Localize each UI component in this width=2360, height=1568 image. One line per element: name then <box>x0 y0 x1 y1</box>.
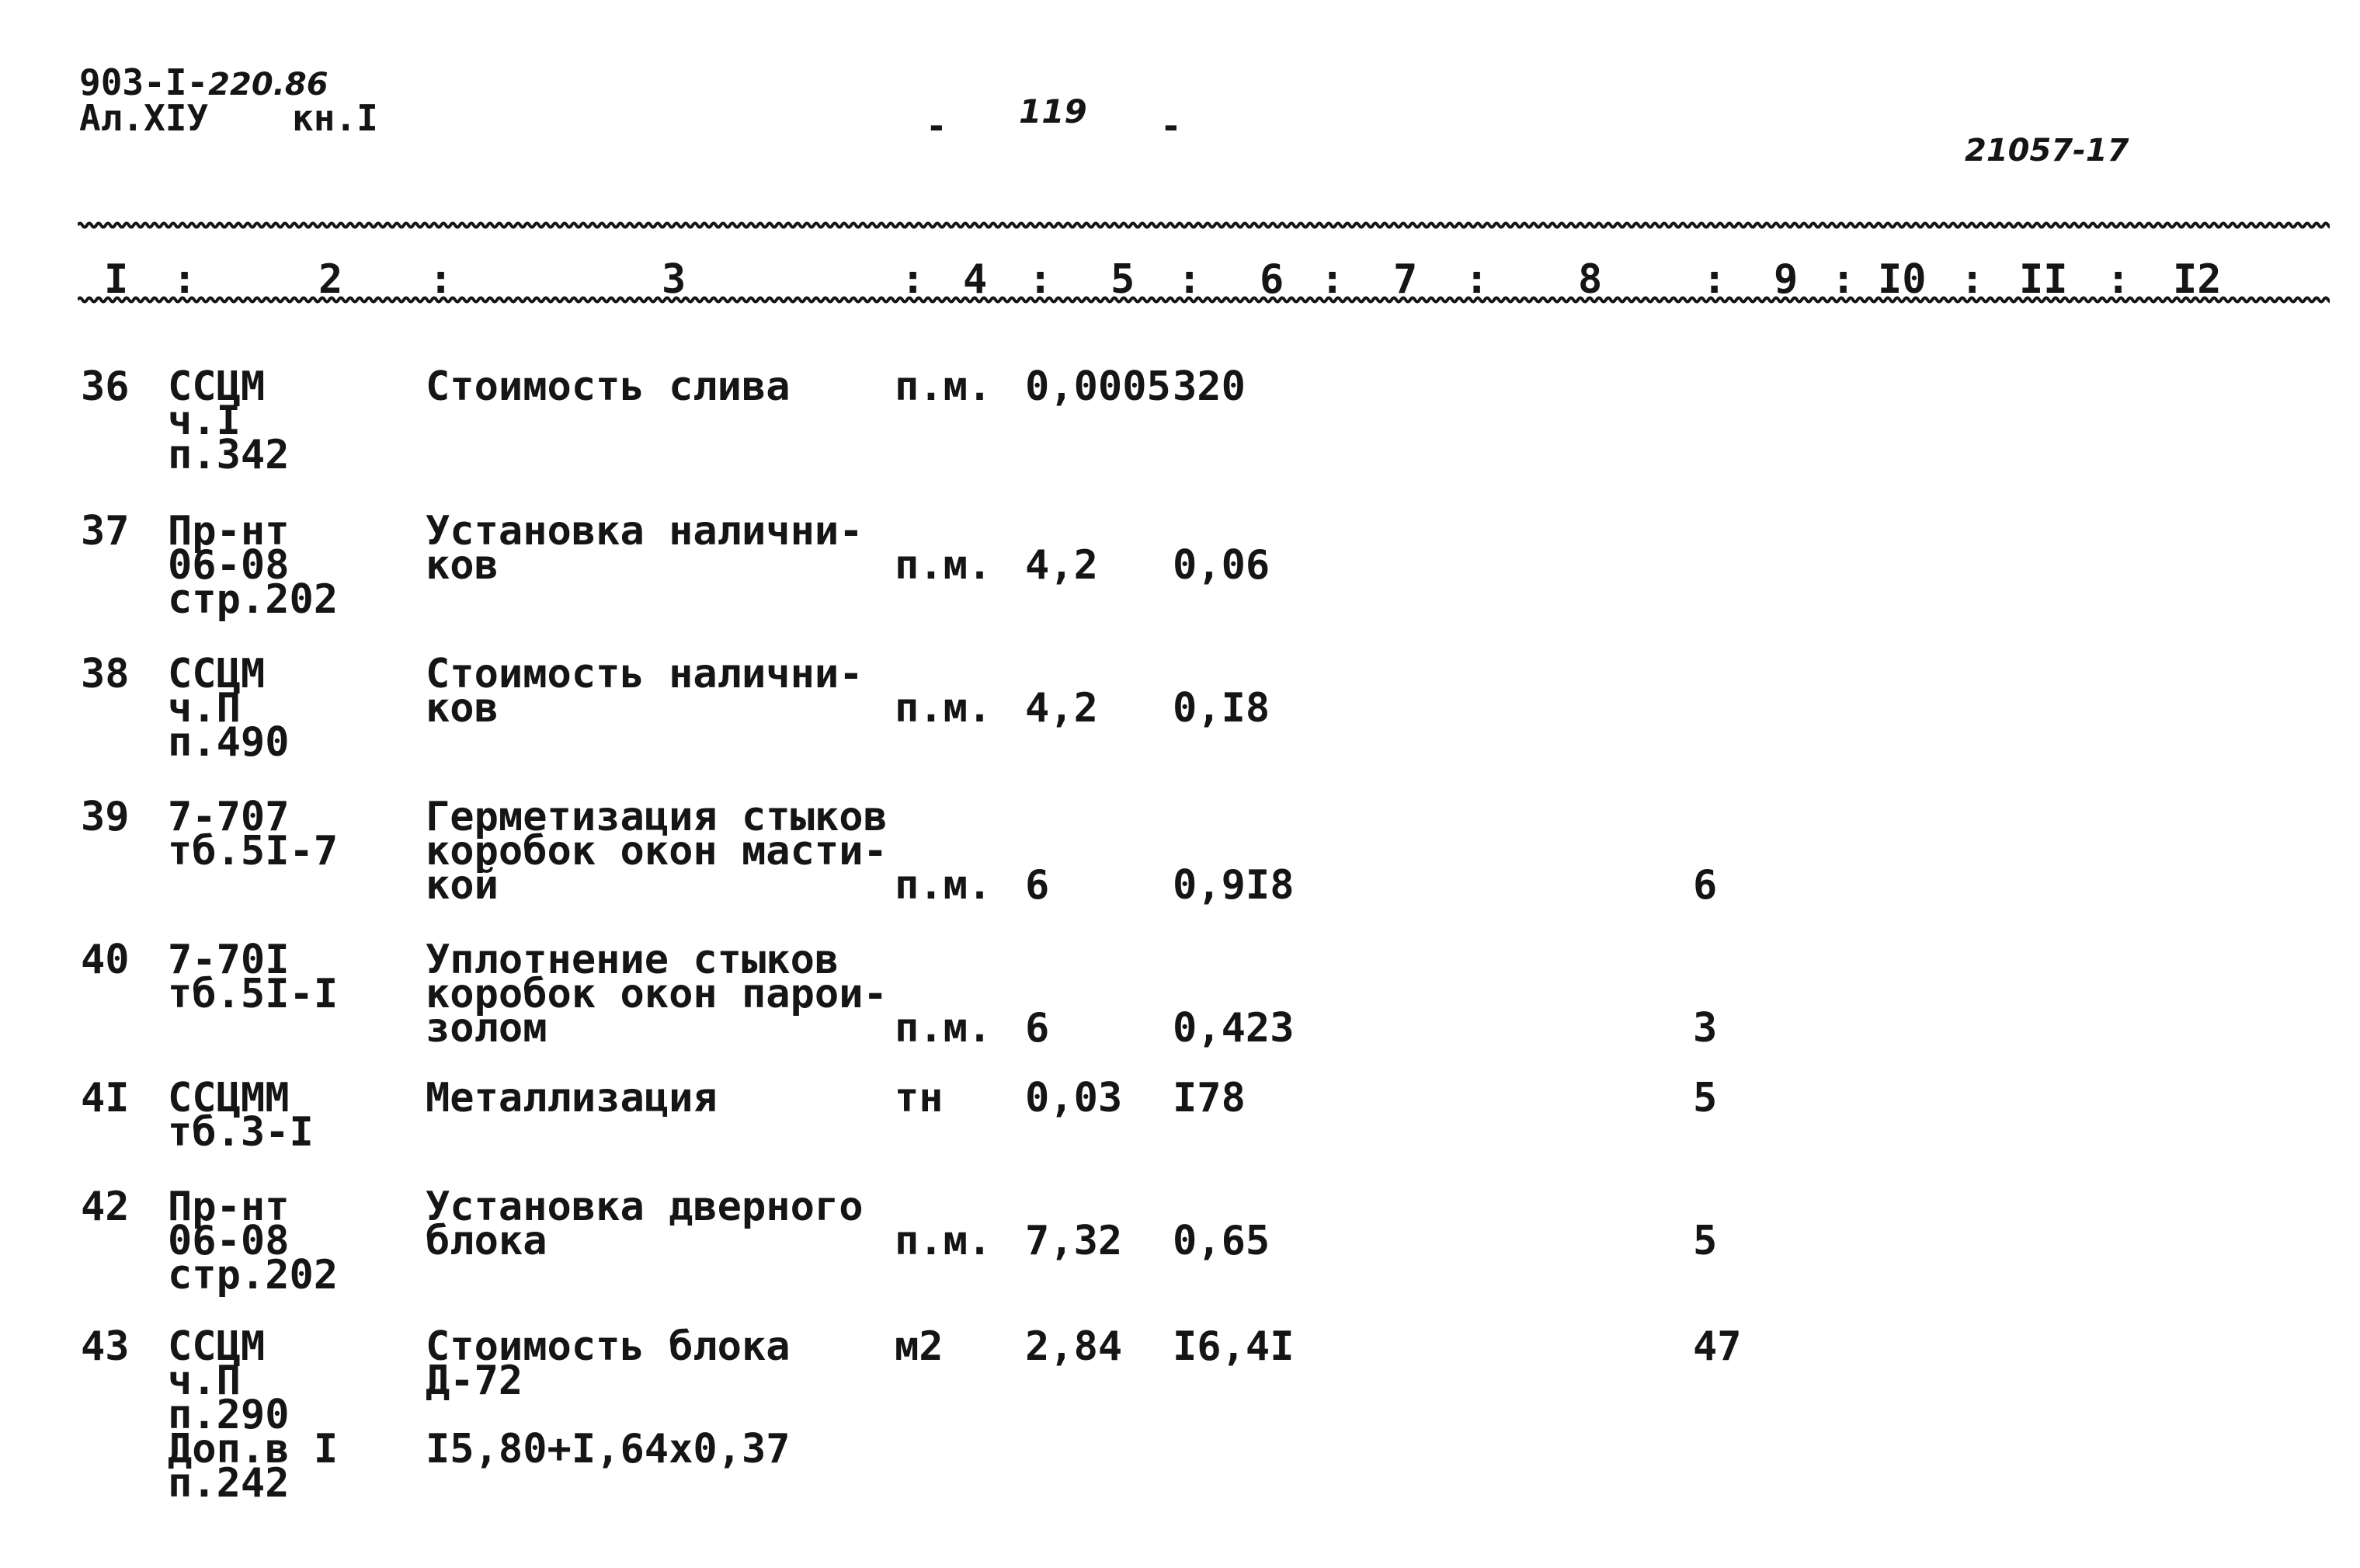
column-number-4: 4 <box>963 256 988 303</box>
column-number-5: 5 <box>1110 256 1135 303</box>
row-number: 40 <box>81 937 130 983</box>
column-number-3: 3 <box>662 256 686 303</box>
row-unit: п.м. <box>895 1218 992 1264</box>
row-column-6: 0,65 <box>1173 1218 1270 1264</box>
row-work-name: Металлизация <box>426 1075 718 1121</box>
column-separator-1: : <box>172 256 197 303</box>
row-number: 37 <box>81 508 130 555</box>
row-quantity: 4,2 <box>1025 685 1098 732</box>
row-unit: п.м. <box>895 685 992 732</box>
column-rule <box>78 294 2330 306</box>
row-column-6: 0,9I8 <box>1173 862 1295 909</box>
column-number-9: 9 <box>1774 256 1799 303</box>
column-separator-9: : <box>1831 256 1856 303</box>
document-code-printed: 903-I- <box>79 61 209 103</box>
column-number-8: 8 <box>1578 256 1603 303</box>
row-work-name: Уплотнение стыков коробок окон парои- золом <box>426 937 888 1052</box>
page-dash-left: - <box>926 105 947 147</box>
page-dash-right: - <box>1160 105 1182 147</box>
column-number-1: I <box>104 256 129 303</box>
row-column-6: I6,4I <box>1173 1323 1295 1370</box>
album-label: Ал.XIУ <box>79 97 209 139</box>
column-number-11: II <box>2019 256 2068 303</box>
row-column-6: 0,I8 <box>1173 685 1270 732</box>
row-unit: м2 <box>895 1323 944 1370</box>
column-number-10: I0 <box>1878 256 1927 303</box>
row-unit: п.м. <box>895 542 992 589</box>
row-quantity: 2,84 <box>1025 1323 1123 1370</box>
row-price-formula: I5,80+I,64х0,37 <box>426 1426 791 1472</box>
row-number: 39 <box>81 794 130 840</box>
column-separator-11: : <box>2106 256 2131 303</box>
row-reference-code: ССЦММ тб.3-I <box>168 1075 314 1156</box>
column-separator-7: : <box>1465 256 1489 303</box>
row-unit: п.м. <box>895 862 992 909</box>
row-reference-code: 7-707 тб.5I-7 <box>168 794 339 874</box>
row-unit: тн <box>895 1075 944 1121</box>
row-work-name: Стоимость блока Д-72 <box>426 1323 791 1404</box>
row-number: 36 <box>81 363 130 410</box>
row-quantity: 6 <box>1025 862 1050 909</box>
column-separator-10: : <box>1960 256 1985 303</box>
column-separator-3: : <box>901 256 926 303</box>
column-number-12: I2 <box>2173 256 2222 303</box>
row-column-9: 5 <box>1693 1075 1718 1121</box>
document-code-handwritten: 220.86 <box>208 67 328 103</box>
row-unit: п.м. <box>895 363 992 410</box>
row-quantity: 0,03 <box>1025 1075 1123 1121</box>
column-number-2: 2 <box>318 256 343 303</box>
row-work-name: Герметизация стыков коробок окон масти- кой <box>426 794 888 909</box>
row-quantity: 4,2 <box>1025 542 1098 589</box>
row-reference-code: Пр-нт 06-08 стр.202 <box>168 1184 339 1299</box>
column-separator-6: : <box>1320 256 1345 303</box>
row-number: 38 <box>81 651 130 697</box>
row-quantity: 7,32 <box>1025 1218 1123 1264</box>
row-column-6: I78 <box>1173 1075 1246 1121</box>
row-work-name: Стоимость налични- ков <box>426 651 864 732</box>
document-code <box>79 61 328 103</box>
column-separator-8: : <box>1702 256 1727 303</box>
row-number: 43 <box>81 1323 130 1370</box>
page-number: 119 <box>1019 92 1087 130</box>
row-column-9: 6 <box>1693 862 1718 909</box>
row-reference-code: Пр-нт 06-08 стр.202 <box>168 508 339 623</box>
column-separator-2: : <box>429 256 454 303</box>
column-separator-5: : <box>1177 256 1202 303</box>
row-reference-code: 7-70I тб.5I-I <box>168 937 339 1017</box>
row-quantity: 6 <box>1025 1005 1050 1052</box>
row-unit: п.м. <box>895 1005 992 1052</box>
row-column-9: 47 <box>1693 1323 1742 1370</box>
row-column-9: 5 <box>1693 1218 1718 1264</box>
row-reference-code: ССЦМ ч.I п.342 <box>168 363 290 478</box>
row-reference-code: ССЦМ ч.П п.490 <box>168 651 290 766</box>
row-column-9: 3 <box>1693 1005 1718 1052</box>
column-number-6: 6 <box>1260 256 1284 303</box>
row-column-6: 320 <box>1173 363 1246 410</box>
column-number-7: 7 <box>1393 256 1418 303</box>
row-work-name: Установка дверного блока <box>426 1184 864 1264</box>
row-number: 42 <box>81 1184 130 1230</box>
row-column-6: 0,06 <box>1173 542 1270 589</box>
archive-number: 21057-17 <box>1965 133 2129 169</box>
column-separator-4: : <box>1028 256 1053 303</box>
row-work-name: Установка налични- ков <box>426 508 864 589</box>
row-work-name: Стоимость слива <box>426 363 791 410</box>
top-rule <box>78 219 2330 231</box>
row-reference-code: ССЦМ ч.П п.290 Доп.в I п.242 <box>168 1323 339 1507</box>
book-label: кн.I <box>292 97 378 139</box>
row-quantity: 0,0005 <box>1025 363 1171 410</box>
row-column-6: 0,423 <box>1173 1005 1295 1052</box>
row-number: 4I <box>81 1075 130 1121</box>
